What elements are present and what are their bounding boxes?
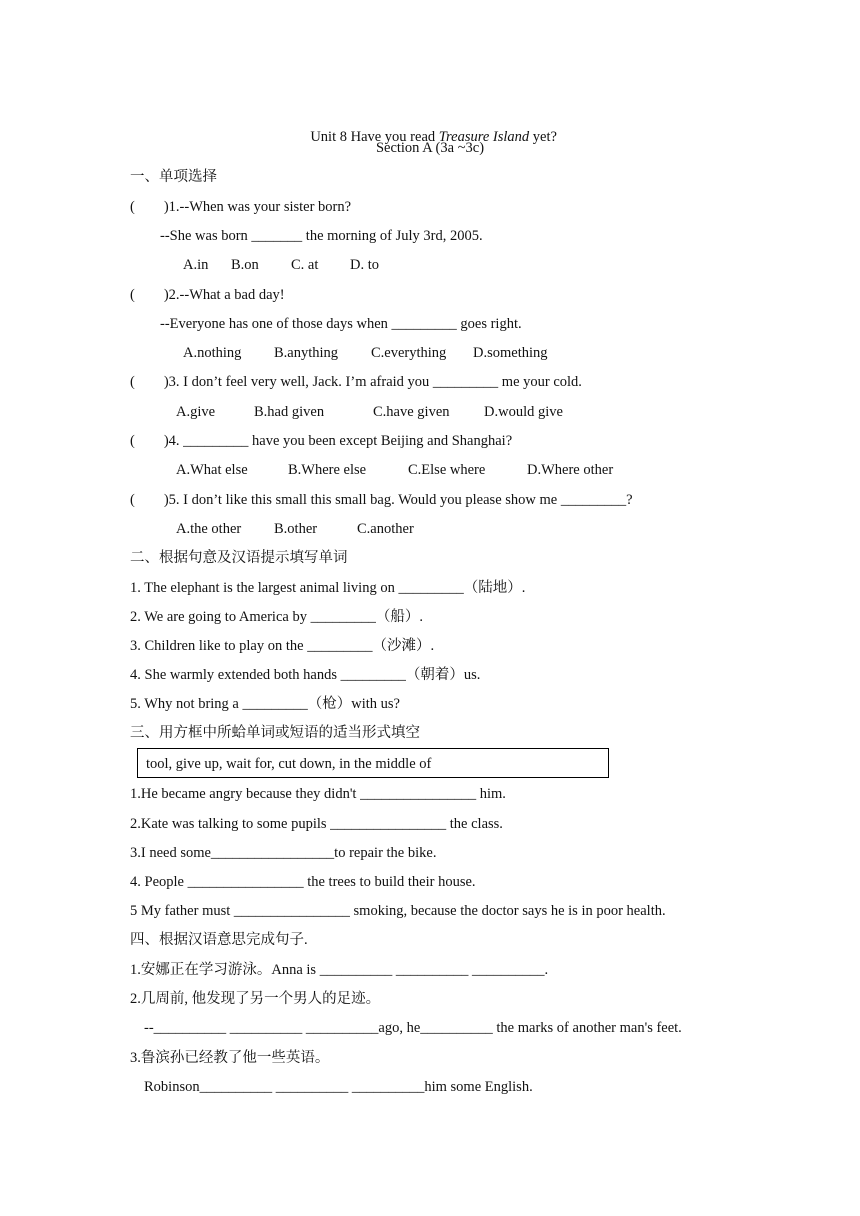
q2-stem: ( )2.--What a bad day! <box>130 287 285 303</box>
section2-item: 1. The elephant is the largest animal living on _________（陆地）. <box>130 580 526 596</box>
q4-option-c: C.Else where <box>408 462 486 478</box>
q3-option-d: D.would give <box>484 404 563 420</box>
q3-stem: ( )3. I don’t feel very well, Jack. I’m afraid you _________ me your cold. <box>130 374 582 390</box>
q4-option-a: A.What else <box>176 462 248 478</box>
section3-item: 3.I need some_________________to repair the bike. <box>130 845 437 861</box>
q2-line2: --Everyone has one of those days when _________ goes right. <box>160 316 522 332</box>
section4-item: 1.安娜正在学习游泳。Anna is __________ __________ __________. <box>130 962 549 978</box>
q5-stem: ( )5. I don’t like this small this small bag. Would you please show me _________? <box>130 492 633 508</box>
section1-heading: 一、单项选择 <box>130 169 217 185</box>
q2-option-a: A.nothing <box>183 345 242 361</box>
q1-option-a: A.in <box>183 257 209 273</box>
q5-option-b: B.other <box>274 521 318 537</box>
q2-option-b: B.anything <box>274 345 339 361</box>
q5-option-a: A.the other <box>176 521 242 537</box>
page-subtitle: Section A (3a ~3c) <box>375 140 485 156</box>
section4-heading: 四、根据汉语意思完成句子. <box>130 932 308 948</box>
section4-answer-line: Robinson__________ __________ __________him some English. <box>144 1079 533 1095</box>
section2-heading: 二、根据句意及汉语提示填写单词 <box>130 550 348 566</box>
section4-item: 2.几周前, 他发现了另一个男人的足迹。 <box>130 991 381 1007</box>
section4-item: 3.鲁滨孙已经教了他一些英语。 <box>130 1050 330 1066</box>
q1-option-b: B.on <box>231 257 259 273</box>
section3-item: 4. People ________________ the trees to build their house. <box>130 874 476 890</box>
q1-line2: --She was born _______ the morning of July 3rd, 2005. <box>160 228 483 244</box>
q3-option-a: A.give <box>176 404 216 420</box>
q4-option-b: B.Where else <box>288 462 367 478</box>
q1-option-d: D. to <box>350 257 379 273</box>
q1-stem: ( )1.--When was your sister born? <box>130 199 352 215</box>
q4-option-d: D.Where other <box>527 462 614 478</box>
section3-item: 2.Kate was talking to some pupils ________________ the class. <box>130 816 503 832</box>
section2-item: 2. We are going to America by _________（船）. <box>130 609 423 625</box>
section4-answer-line: --__________ __________ __________ago, he__________ the marks of another man's feet. <box>144 1020 682 1036</box>
title-prefix: Unit 8 Have you read <box>310 129 439 145</box>
word-box <box>137 748 609 778</box>
word-box-text: tool, give up, wait for, cut down, in the middle of <box>146 756 432 772</box>
section2-item: 5. Why not bring a _________（枪）with us? <box>130 696 400 712</box>
section2-item: 4. She warmly extended both hands _________（朝着）us. <box>130 667 481 683</box>
q4-stem: ( )4. _________ have you been except Beijing and Shanghai? <box>130 433 513 449</box>
title-suffix: yet? <box>529 129 557 145</box>
section3-item: 5 My father must ________________ smoking, because the doctor says he is in poor health. <box>130 903 666 919</box>
section3-heading: 三、用方框中所蛤单词或短语的适当形式填空 <box>130 725 420 741</box>
q3-option-b: B.had given <box>254 404 325 420</box>
q2-option-c: C.everything <box>371 345 447 361</box>
q3-option-c: C.have given <box>373 404 450 420</box>
title-italic: Treasure Island <box>438 129 530 145</box>
section3-item: 1.He became angry because they didn't ________________ him. <box>130 786 506 802</box>
q1-option-c: C. at <box>291 257 319 273</box>
section2-item: 3. Children like to play on the _________（沙滩）. <box>130 638 435 654</box>
q2-option-d: D.something <box>473 345 548 361</box>
q5-option-c: C.another <box>357 521 414 537</box>
